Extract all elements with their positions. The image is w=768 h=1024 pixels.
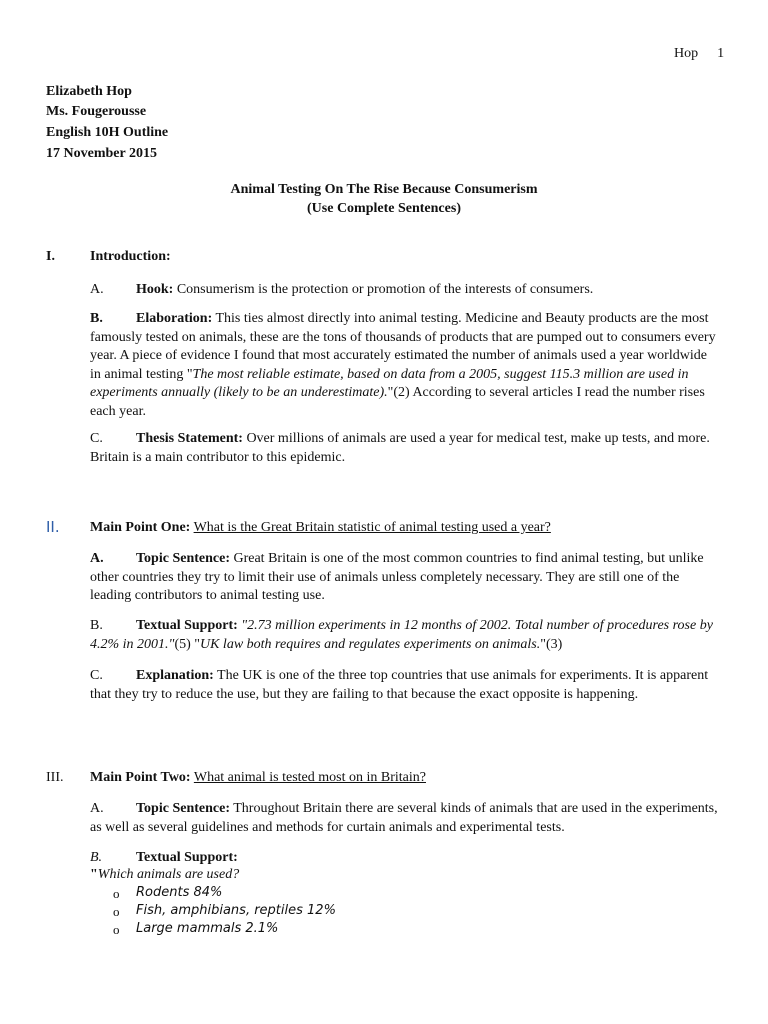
student-name: Elizabeth Hop <box>46 84 132 99</box>
teacher-name: Ms. Fougerousse <box>46 104 147 119</box>
section-heading-2 <box>90 520 551 536</box>
point1-textual-support <box>90 617 720 654</box>
section-numeral-1: I. <box>46 249 55 264</box>
bullet-marker: o <box>113 886 120 901</box>
item-text-end: "(2) According to several articles I read the number rises each year. <box>90 385 705 419</box>
point1-explanation <box>90 667 720 704</box>
point2-textual-support <box>90 849 720 868</box>
point2-support-question <box>90 867 239 883</box>
item-letter: B. <box>90 850 103 865</box>
item-quote-2: UK law both requires and regulates experiments on animals. <box>199 636 541 652</box>
section-numeral-3: III. <box>46 770 64 785</box>
item-label: Hook: <box>136 282 174 297</box>
item-text: Over millions of animals are used a year for medical test, make up tests, and more. Britain is a main contributor to this epidemic. <box>90 431 710 465</box>
section-label-2: Main Point One: <box>90 520 191 535</box>
point2-topic-sentence <box>90 800 720 837</box>
section-label-3: Main Point Two: <box>90 770 191 785</box>
item-text: Throughout Britain there are several kinds of animals that are used in the experiments, as well as several guidelines and methods for curtain animals and experimental tests. <box>90 801 718 835</box>
item-letter: B. <box>90 311 103 326</box>
item-label: Textual Support: <box>136 850 238 865</box>
item-quote-1: "2.73 million experiments in 12 months of 2002. Total number of procedures rose by 4.2% in 2001." <box>90 618 713 652</box>
support-question: Which animals are used? <box>97 867 240 882</box>
item-letter: C. <box>90 668 103 683</box>
item-text: Great Britain is one of the most common countries to find animal testing, but unlike other countries they try to limit their use of animals unless completely necessary. They are still one of the leading contributors to animal testing use. <box>90 551 704 604</box>
section-label-1: Introduction: <box>90 249 171 264</box>
item-text: This ties almost directly into animal testing. Medicine and Beauty products are the most famously tested on animals, these are the tons of thousands of products that are pumped out to consumers every year. A piece of evidence I found that most accurately estimated the number of animals used a year worldwide in animal testing " <box>90 311 716 382</box>
item-label: Textual Support: <box>136 618 238 633</box>
item-citation: (5) " <box>174 636 200 652</box>
date: 17 November 2015 <box>46 146 157 161</box>
document-title: Animal Testing On The Rise Because Consumerism <box>230 182 538 197</box>
item-label: Elaboration: <box>136 311 213 326</box>
item-citation-end: "(3) <box>540 636 563 652</box>
item-text: The UK is one of the three top countries that use animals for experiments. It is apparent that they try to reduce the use, but they are failing to that because the exact opposite is happening. <box>90 668 709 702</box>
page-header <box>674 46 724 62</box>
bullet-marker: o <box>113 922 120 937</box>
item-letter: A. <box>90 801 104 816</box>
intro-elaboration <box>90 310 720 422</box>
list-item: Rodents 84% <box>136 885 223 900</box>
section-question-2: What is the Great Britain statistic of animal testing used a year? <box>193 520 551 535</box>
item-label: Thesis Statement: <box>136 431 243 446</box>
course-name: English 10H Outline <box>46 125 169 140</box>
section-numeral-2: II. <box>46 518 60 536</box>
header-name: Hop <box>674 46 699 61</box>
header-page-number: 1 <box>717 46 725 61</box>
item-text: Consumerism is the protection or promotion of the interests of consumers. <box>173 282 594 297</box>
section-heading-3 <box>90 770 426 786</box>
list-item: Fish, amphibians, reptiles 12% <box>136 903 336 918</box>
item-label: Topic Sentence: <box>136 551 230 566</box>
open-quote: " <box>90 867 98 882</box>
intro-hook <box>90 281 720 300</box>
item-letter: A. <box>90 551 104 566</box>
item-letter: A. <box>90 282 104 297</box>
item-label: Topic Sentence: <box>136 801 230 816</box>
document-subtitle: (Use Complete Sentences) <box>307 201 461 216</box>
item-label: Explanation: <box>136 668 214 683</box>
section-question-3: What animal is tested most on in Britain? <box>193 770 426 785</box>
list-item: Large mammals 2.1% <box>136 921 279 936</box>
intro-thesis <box>90 430 720 467</box>
bullet-marker: o <box>113 904 120 919</box>
item-letter: C. <box>90 431 103 446</box>
point1-topic-sentence <box>90 550 720 606</box>
item-quote: The most reliable estimate, based on data from a 2005, suggest 115.3 million are used in experiments annually (likely to be an underestimate). <box>90 366 689 401</box>
item-letter: B. <box>90 618 103 633</box>
